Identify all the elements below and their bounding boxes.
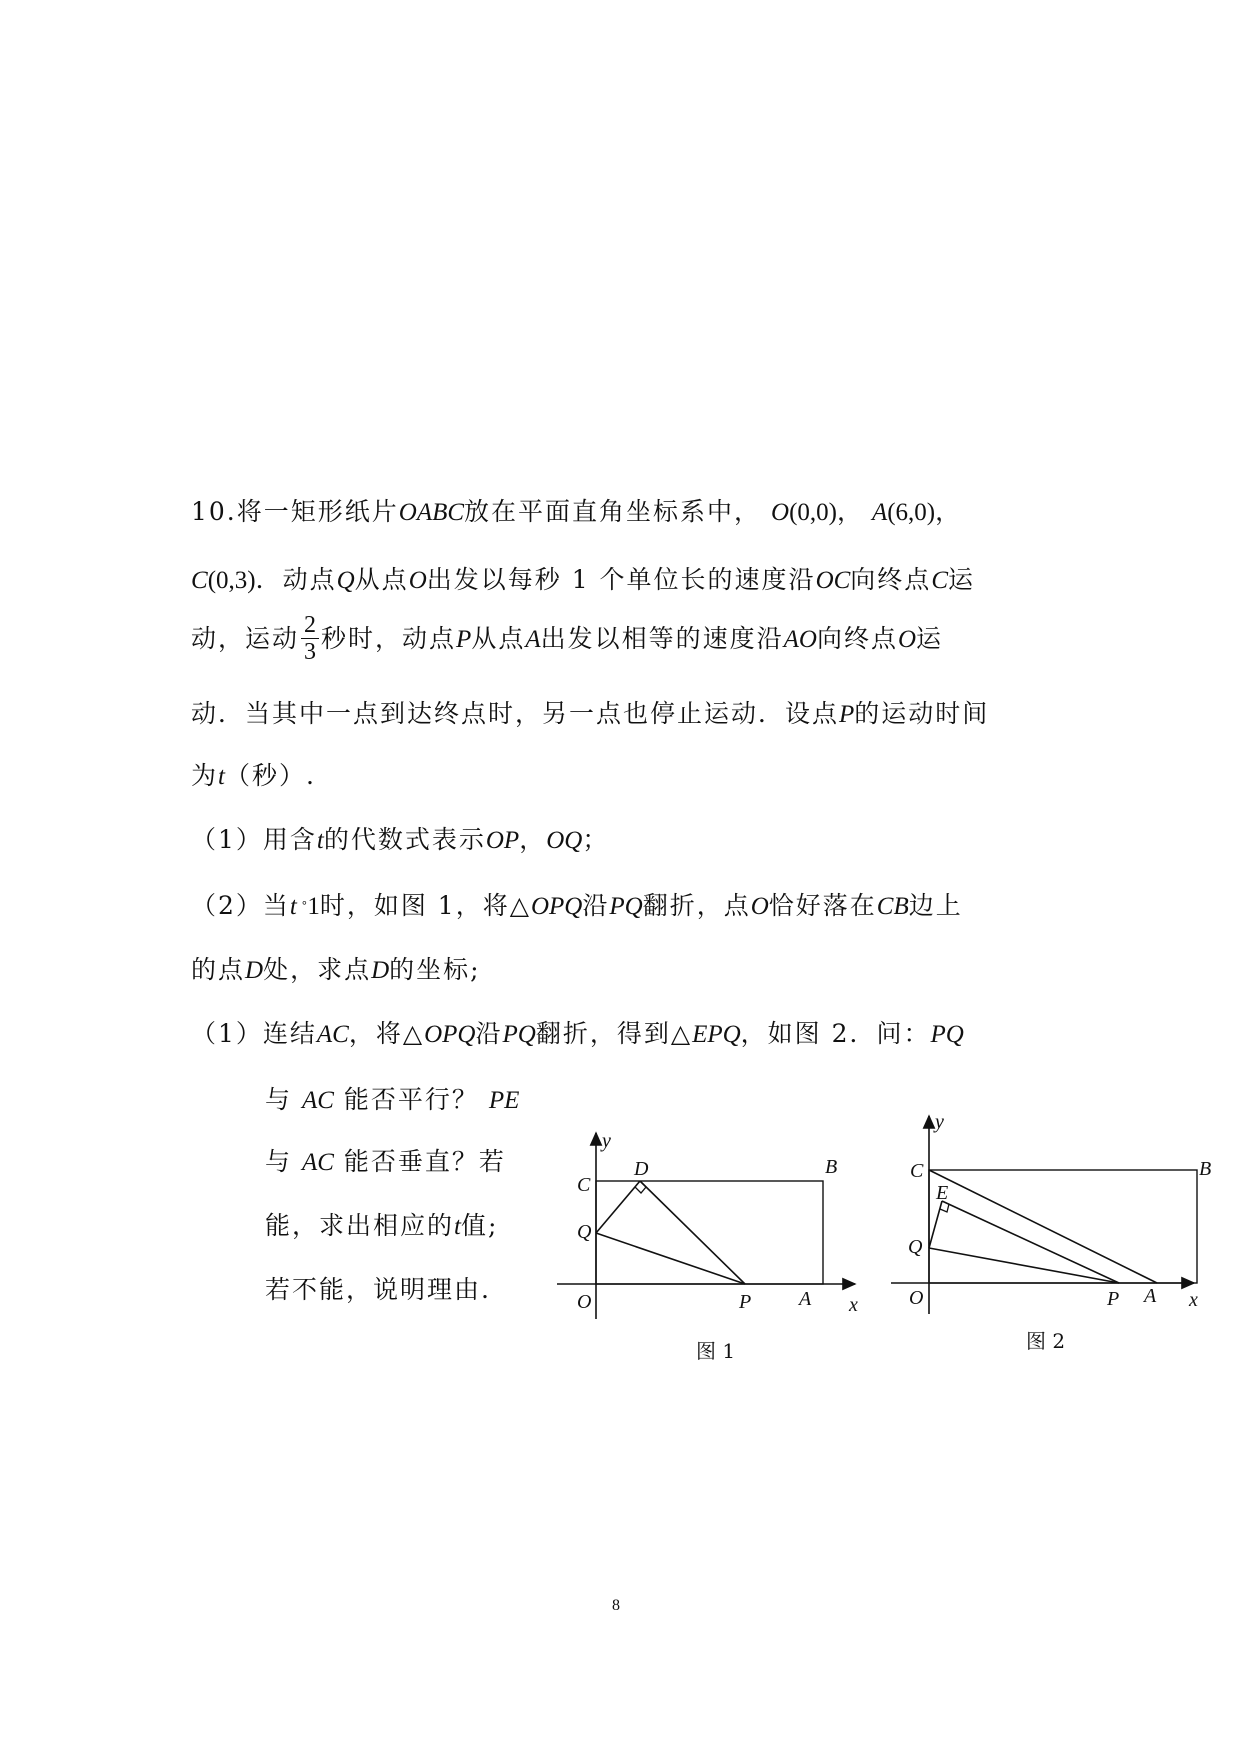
label-o: O [909, 1287, 924, 1309]
label-c: C [910, 1160, 924, 1182]
problem-line-4: 动．当其中一点到达终点时，另一点也停止运动．设点P的运动时间 [191, 699, 990, 728]
label-q: Q [577, 1221, 592, 1243]
question-3-line-2: 与 AC 能否平行？ PE [265, 1085, 520, 1114]
rectangle-oabc [596, 1181, 823, 1284]
page-number: 8 [612, 1597, 620, 1614]
fraction-two-thirds: $\frac{2}{3}$ [301, 612, 319, 665]
label-q: Q [908, 1236, 923, 1258]
figure-2 [889, 1110, 1212, 1330]
label-y: y [602, 1130, 611, 1152]
segment-qp [929, 1248, 1119, 1283]
rectangle-oabc [929, 1170, 1197, 1283]
problem-line-2: C(0,3)．动点Q从点O出发以每秒 1 个单位长的速度沿OC向终点C运 [191, 565, 976, 594]
label-b: B [1199, 1158, 1212, 1180]
figure-1 [555, 1125, 870, 1335]
label-p: P [739, 1291, 752, 1313]
question-2-line-1: （2）当t ˚1时，如图 1，将△OPQ沿PQ翻折，点O恰好落在CB边上 [191, 891, 963, 920]
figure-1-diagram [555, 1125, 870, 1335]
label-c: C [577, 1174, 591, 1196]
right-angle-mark [635, 1181, 646, 1193]
problem-line-3: 动，运动 $\frac{2}{3}$ 秒时，动点P从点A出发以相等的速度沿AO向终点O运 [191, 612, 944, 665]
segment-qp [596, 1233, 745, 1284]
segment-ep [942, 1201, 1119, 1283]
question-1: （1）用含t的代数式表示OP，OQ； [191, 825, 610, 854]
problem-line-5: 为t（秒）. [191, 761, 316, 790]
label-e: E [936, 1182, 949, 1204]
label-y: y [935, 1111, 944, 1133]
question-2-line-2: 的点D处，求点D的坐标; [191, 955, 481, 984]
question-3-line-3: 与 AC 能否垂直？若 [265, 1147, 506, 1176]
label-b: B [825, 1156, 838, 1178]
figure-1-caption: 图 1 [696, 1339, 736, 1363]
label-o: O [577, 1291, 592, 1313]
segment-qd [596, 1181, 640, 1233]
label-a: A [799, 1288, 812, 1310]
label-p: P [1107, 1288, 1120, 1310]
problem-line-1: 10.将一矩形纸片OABC放在平面直角坐标系中， O(0,0)， A(6,0)， [191, 497, 961, 526]
label-d: D [634, 1158, 649, 1180]
segment-dp [640, 1181, 745, 1284]
question-3-line-5: 若不能，说明理由. [265, 1275, 491, 1304]
figure-2-caption: 图 2 [1026, 1329, 1066, 1353]
label-x: x [849, 1294, 858, 1316]
segment-ac [929, 1170, 1157, 1283]
label-x: x [1189, 1289, 1198, 1311]
figure-2-diagram [889, 1110, 1212, 1330]
question-3-line-4: 能，求出相应的t值; [265, 1211, 499, 1240]
label-a: A [1144, 1285, 1157, 1307]
segment-qe [929, 1201, 942, 1248]
question-3-line-1: （1）连结AC，将△OPQ沿PQ翻折，得到△EPQ，如图 2．问：PQ [191, 1019, 964, 1048]
